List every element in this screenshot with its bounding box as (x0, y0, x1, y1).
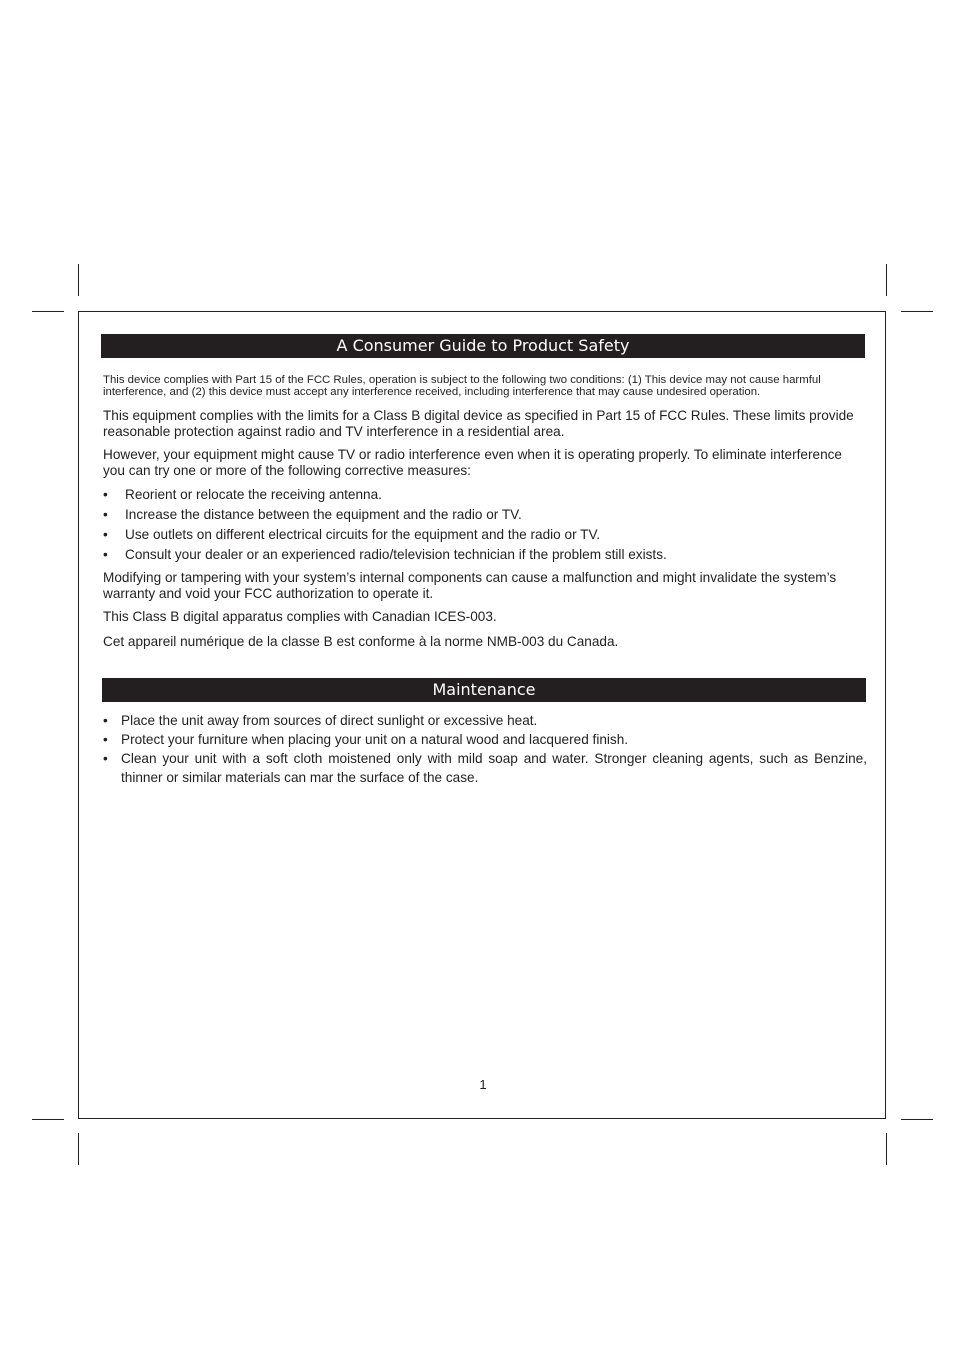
class-b-limits-paragraph (103, 408, 865, 440)
crop-mark-bottom-right-vertical (886, 1133, 887, 1165)
list-item (103, 730, 867, 749)
interference-intro-text: However, your equipment might cause TV or radio interference even when it is operating properly. To eliminate interference you can try one or more of the following corrective measures: (103, 447, 842, 478)
list-item (103, 749, 867, 787)
list-item (103, 547, 865, 567)
canada-en-paragraph (103, 609, 865, 625)
bullet-glyph: • (103, 713, 108, 728)
tampering-paragraph (103, 570, 865, 602)
maintenance-list (103, 711, 867, 787)
crop-mark-top-left-vertical (78, 264, 79, 296)
bullet-glyph: • (103, 487, 108, 502)
bullet-glyph: • (103, 732, 108, 747)
list-item (103, 527, 865, 547)
list-item (103, 711, 867, 730)
list-item (103, 507, 865, 527)
interference-intro-paragraph (103, 447, 865, 479)
list-item-text: Reorient or relocate the receiving antenna. (125, 487, 382, 502)
crop-mark-bottom-right-horizontal (901, 1119, 933, 1120)
list-item-text: Place the unit away from sources of direct sunlight or excessive heat. (121, 713, 538, 728)
bullet-glyph: • (103, 507, 108, 522)
fcc-conditions-text: This device complies with Part 15 of the FCC Rules, operation is subject to the following two conditions: (1) This device may not cause harmful interference, and (2) this device must accept any interference received, including interference that may cause undesired operation. (103, 374, 821, 398)
list-item-text: Protect your furniture when placing your unit on a natural wood and lacquered finish. (121, 732, 629, 747)
class-b-limits-text: This equipment complies with the limits for a Class B digital device as specified in Part 15 of FCC Rules. These limits provide reasonable protection against radio and TV interference in a residential area. (103, 408, 854, 439)
crop-mark-top-left-horizontal (32, 311, 64, 312)
list-item-text: Consult your dealer or an experienced radio/television technician if the problem still exists. (125, 547, 667, 562)
safety-heading: A Consumer Guide to Product Safety (101, 334, 865, 358)
crop-mark-bottom-left-vertical (78, 1133, 79, 1165)
corrective-measures-list (103, 487, 865, 567)
crop-mark-bottom-left-horizontal (32, 1119, 64, 1120)
fcc-conditions-paragraph (103, 374, 865, 398)
tampering-text: Modifying or tampering with your system’s internal components can cause a malfunction and might invalidate the system’s warranty and void your FCC authorization to operate it. (103, 570, 837, 601)
crop-mark-top-right-horizontal (901, 311, 933, 312)
bullet-glyph: • (103, 547, 108, 562)
list-item-text: Use outlets on different electrical circuits for the equipment and the radio or TV. (125, 527, 601, 542)
bullet-glyph: • (103, 527, 108, 542)
maintenance-heading: Maintenance (102, 678, 866, 702)
list-item-text: Clean your unit with a soft cloth moistened only with mild soap and water. Stronger cleaning agents, such as Benzine, thinner or similar materials can mar the surface of the case. (121, 751, 867, 785)
canada-en-text: This Class B digital apparatus complies with Canadian ICES-003. (103, 609, 497, 624)
page-number: 1 (479, 1077, 487, 1092)
bullet-glyph: • (103, 751, 108, 766)
crop-mark-top-right-vertical (886, 264, 887, 296)
list-item (103, 487, 865, 507)
canada-fr-paragraph (103, 634, 865, 650)
list-item-text: Increase the distance between the equipment and the radio or TV. (125, 507, 522, 522)
canada-fr-text: Cet appareil numérique de la classe B est conforme à la norme NMB-003 du Canada. (103, 634, 619, 649)
